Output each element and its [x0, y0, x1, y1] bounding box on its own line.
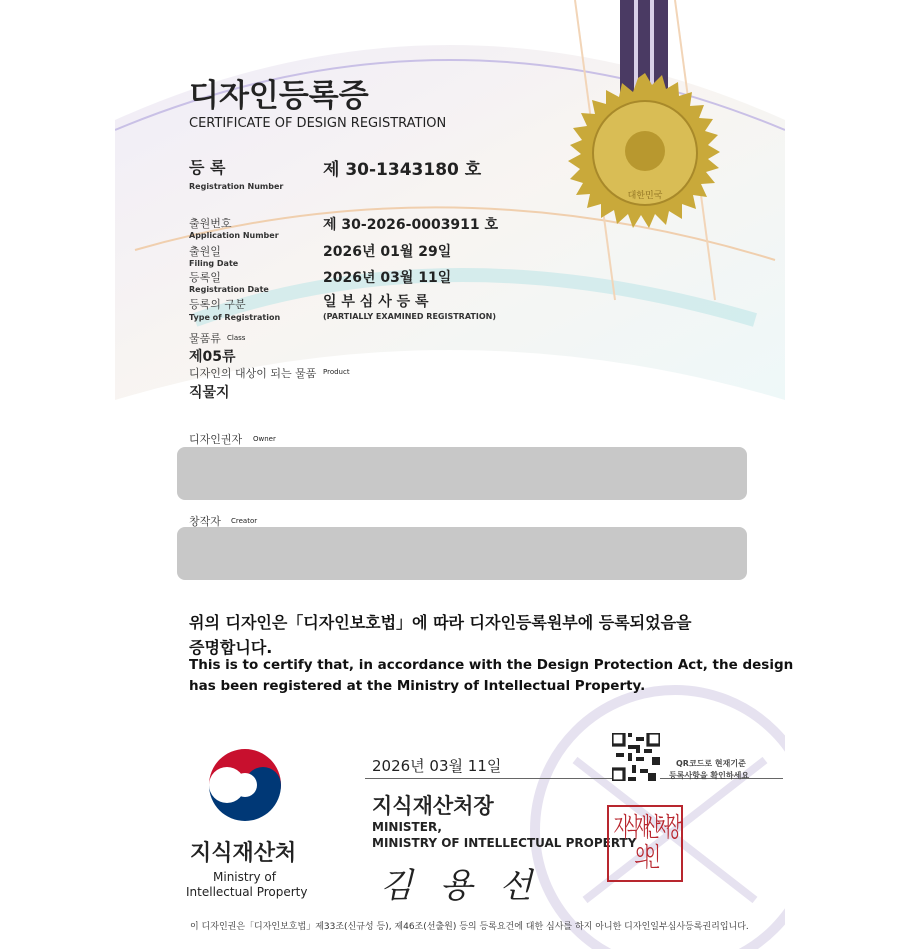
qr-code: [612, 733, 660, 781]
class-value: 제05류: [189, 346, 236, 366]
owner-redacted: [177, 447, 747, 500]
signature: 김 용 선: [380, 858, 540, 907]
class-sub: Class: [227, 334, 245, 342]
gold-seal-text: 대한민국: [628, 189, 663, 201]
application-number: 제 30-2026-0003911 호: [323, 214, 498, 234]
title-en: CERTIFICATE OF DESIGN REGISTRATION: [189, 116, 446, 131]
footer-note: 이 디자인권은「디자인보호법」제33조(신규성 등), 제46조(선출원) 등의 등록요건에 대한 심사를 하지 아니한 디자인일부심사등록권리입니다.: [190, 919, 749, 932]
product-label: 디자인의 대상이 되는 물품: [189, 365, 316, 381]
certify-ko-2: 증명합니다.: [189, 635, 272, 658]
application-sub: Application Number: [189, 231, 279, 240]
gold-seal: [563, 73, 727, 237]
qr-note-2: 등록사항을 확인하세요: [669, 770, 749, 781]
certify-en-1: This is to certify that, in accordance with the Design Protection Act, the design: [189, 657, 793, 673]
certify-en-2: has been registered at the Ministry of Intellectual Property.: [189, 678, 645, 694]
reg-date-label: 등록일: [189, 269, 221, 285]
registration-date: 2026년 03월 11일: [323, 267, 451, 287]
official-seal: [607, 805, 683, 882]
class-label: 물품류: [189, 330, 221, 346]
filing-label: 출원일: [189, 243, 221, 259]
minister-title-ko: 지식재산처장: [372, 790, 494, 820]
product-value: 직물지: [189, 382, 230, 402]
registration-type: 일 부 심 사 등 록: [323, 291, 429, 311]
ministry-logo: [205, 745, 285, 825]
registration-type-en: (PARTIALLY EXAMINED REGISTRATION): [323, 312, 496, 321]
owner-label: 디자인권자: [189, 431, 242, 447]
registration-sub: Registration Number: [189, 182, 283, 191]
issue-date: 2026년 03월 11일: [372, 755, 501, 776]
title-ko: 디자인등록증: [189, 70, 369, 115]
minister-title-en-2: MINISTRY OF INTELLECTUAL PROPERTY: [372, 836, 636, 850]
ministry-name-en-2: Intellectual Property: [186, 885, 307, 899]
filing-date: 2026년 01월 29일: [323, 241, 451, 261]
filing-sub: Filing Date: [189, 259, 238, 268]
registration-label: 등 록: [189, 155, 225, 178]
creator-redacted: [177, 527, 747, 580]
product-sub: Product: [323, 368, 350, 376]
ministry-name-ko: 지식재산처: [190, 836, 296, 867]
registration-number: 제 30-1343180 호: [323, 155, 481, 180]
reg-date-sub: Registration Date: [189, 285, 269, 294]
creator-sub: Creator: [231, 517, 257, 525]
creator-label: 창작자: [189, 513, 221, 529]
seal-text: 지식재산처장의인: [609, 813, 681, 873]
owner-sub: Owner: [253, 435, 276, 443]
minister-title-en-1: MINISTER,: [372, 820, 442, 834]
type-sub: Type of Registration: [189, 313, 280, 322]
application-label: 출원번호: [189, 215, 232, 231]
qr-note-1: QR코드로 현재기준: [676, 758, 746, 769]
ministry-name-en-1: Ministry of: [213, 870, 276, 884]
type-label: 등록의 구분: [189, 296, 246, 312]
certify-ko-1: 위의 디자인은「디자인보호법」에 따라 디자인등록원부에 등록되었음을: [189, 610, 692, 633]
certificate-page: [0, 0, 900, 949]
